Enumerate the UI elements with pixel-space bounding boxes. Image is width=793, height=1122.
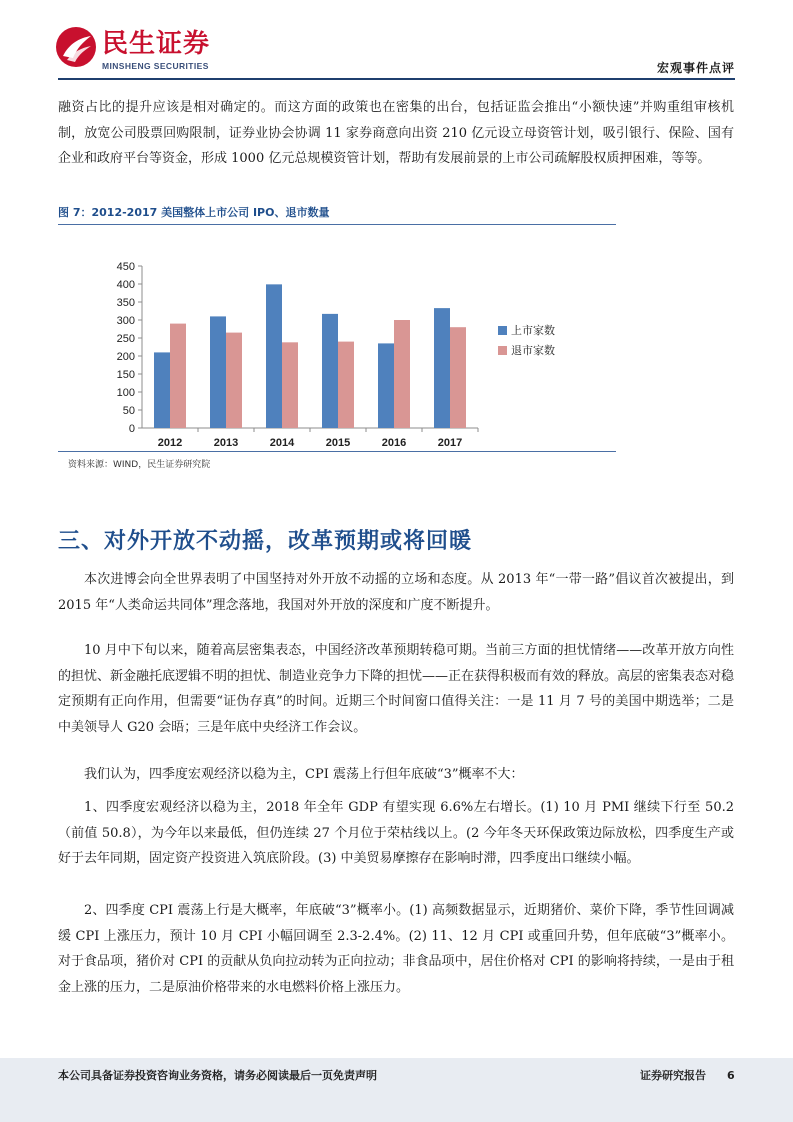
chart-legend	[498, 323, 555, 357]
y-tick-label: 300	[116, 315, 135, 327]
bar-delistings-2014	[282, 342, 298, 428]
section-paragraph-4: 1、四季度宏观经济以稳为主，2018 年全年 GDP 有望实现 6.6%左右增长。(1) 10 月 PMI 继续下行至 50.2（前值 50.8），为今年以来最低，但仍连续 27 个月位于荣枯线以上。(2 今年冬天环保政策边际放松，四季度生产或好于去年同期，固定资产投资进入筑底阶段。(3) 中美贸易摩擦存在影响时滞，四季度出口继续小幅。	[58, 800, 734, 866]
intro-paragraph: 融资占比的提升应该是相对确定的。而这方面的政策也在密集的出台，包括证监会推出“小额快速”并购重组审核机制，放宽公司股票回购限制，证券业协会协调 11 家券商意向出资 210 亿元设立母资管计划，吸引银行、保险、国有企业和政府平台等资金，形成 1000 亿元总规模资管计划，帮助有发展前景的上市公司疏解股权质押困难，等等。	[58, 100, 734, 166]
footer-label: 证券研究报告	[640, 1069, 706, 1082]
bar-delistings-2016	[394, 320, 410, 428]
y-tick-label: 250	[116, 333, 135, 345]
legend-swatch	[498, 346, 507, 355]
bar-listings-2016	[378, 343, 394, 428]
logo-english-name: MINSHENG SECURITIES	[102, 61, 209, 71]
section-paragraph-3: 我们认为，四季度宏观经济以稳为主，CPI 震荡上行但年底破“3”概率不大：	[84, 767, 524, 782]
section-paragraph-5: 2、四季度 CPI 震荡上行是大概率，年底破“3”概率小。(1) 高频数据显示，近期猪价、菜价下降，季节性回调减缓 CPI 上涨压力，预计 10 月 CPI 小幅回调至 2.3-2.4%。(2) 11、12 月 CPI 或重回升势，但年底破“3”概率小。对于食品项，猪价对 CPI 的贡献从负向拉动转为正向拉动；非食品项中，居住价格对 CPI 的影响将持续，一是由于租金上涨的压力，二是原油价格带来的水电燃料价格上涨压力。	[58, 903, 734, 995]
figure-title: 图 7：2012-2017 美国整体上市公司 IPO、退市数量	[58, 206, 330, 219]
x-axis-labels	[158, 428, 478, 449]
section-paragraph-2: 10 月中下旬以来，随着高层密集表态，中国经济改革预期转稳可期。当前三方面的担忧情绪——改革开放方向性的担忧、新金融托底逻辑不明的担忧、制造业竞争力下降的担忧——正在获得积极而有效的释放。高层的密集表态对稳定预期有正向作用，但需要“证伪存真”的时间。近期三个时间窗口值得关注：一是 11 月 7 号的美国中期选举；二是中美领导人 G20 会晤；三是年底中央经济工作会议。	[58, 643, 735, 735]
report-type-label: 宏观事件点评	[656, 61, 735, 75]
figure-top-rule	[58, 224, 616, 225]
ipo-delisting-bar-chart	[58, 226, 616, 450]
legend-label: 上市家数	[511, 325, 555, 337]
minsheng-logo-icon	[55, 26, 97, 68]
bar-listings-2013	[210, 316, 226, 428]
y-tick-label: 0	[128, 423, 135, 435]
bar-delistings-2013	[226, 333, 242, 428]
x-tick-label: 2016	[381, 437, 407, 449]
logo-chinese-name: 民生证券	[102, 29, 211, 59]
footer-bar	[0, 1058, 793, 1122]
y-axis-ticks	[117, 261, 142, 435]
bar-listings-2017	[434, 308, 450, 428]
x-tick-label: 2014	[269, 437, 295, 449]
y-tick-label: 50	[122, 405, 135, 417]
y-tick-label: 100	[116, 387, 135, 399]
footer-disclaimer: 本公司具备证券投资咨询业务资格，请务必阅读最后一页免责声明	[58, 1069, 377, 1082]
bar-listings-2012	[154, 352, 170, 428]
x-tick-label: 2012	[157, 437, 183, 449]
legend-label: 退市家数	[511, 345, 555, 357]
section-paragraph-1: 本次进博会向全世界表明了中国坚持对外开放不动摇的立场和态度。从 2013 年“一带一路”倡议首次被提出，到 2015 年“人类命运共同体”理念落地，我国对外开放的深度和广度不断提升。	[58, 572, 734, 613]
x-tick-label: 2017	[437, 437, 463, 449]
y-tick-label: 150	[116, 369, 135, 381]
bar-delistings-2012	[170, 324, 186, 428]
bar-series	[154, 284, 466, 428]
x-tick-label: 2013	[213, 437, 239, 449]
legend-swatch	[498, 326, 507, 335]
section-heading: 三、对外开放不动摇，改革预期或将回暖	[58, 529, 473, 554]
figure-source: 资料来源：WIND，民生证券研究院	[68, 460, 211, 470]
bar-delistings-2015	[338, 342, 354, 428]
header-divider	[58, 78, 735, 80]
x-tick-label: 2015	[325, 437, 351, 449]
figure-bottom-rule	[58, 451, 616, 452]
y-tick-label: 400	[116, 279, 135, 291]
y-tick-label: 200	[116, 351, 135, 363]
y-tick-label: 450	[116, 261, 135, 273]
bar-listings-2015	[322, 314, 338, 428]
page-number: 6	[727, 1069, 735, 1082]
y-tick-label: 350	[116, 297, 135, 309]
bar-delistings-2017	[450, 327, 466, 428]
bar-listings-2014	[266, 284, 282, 428]
